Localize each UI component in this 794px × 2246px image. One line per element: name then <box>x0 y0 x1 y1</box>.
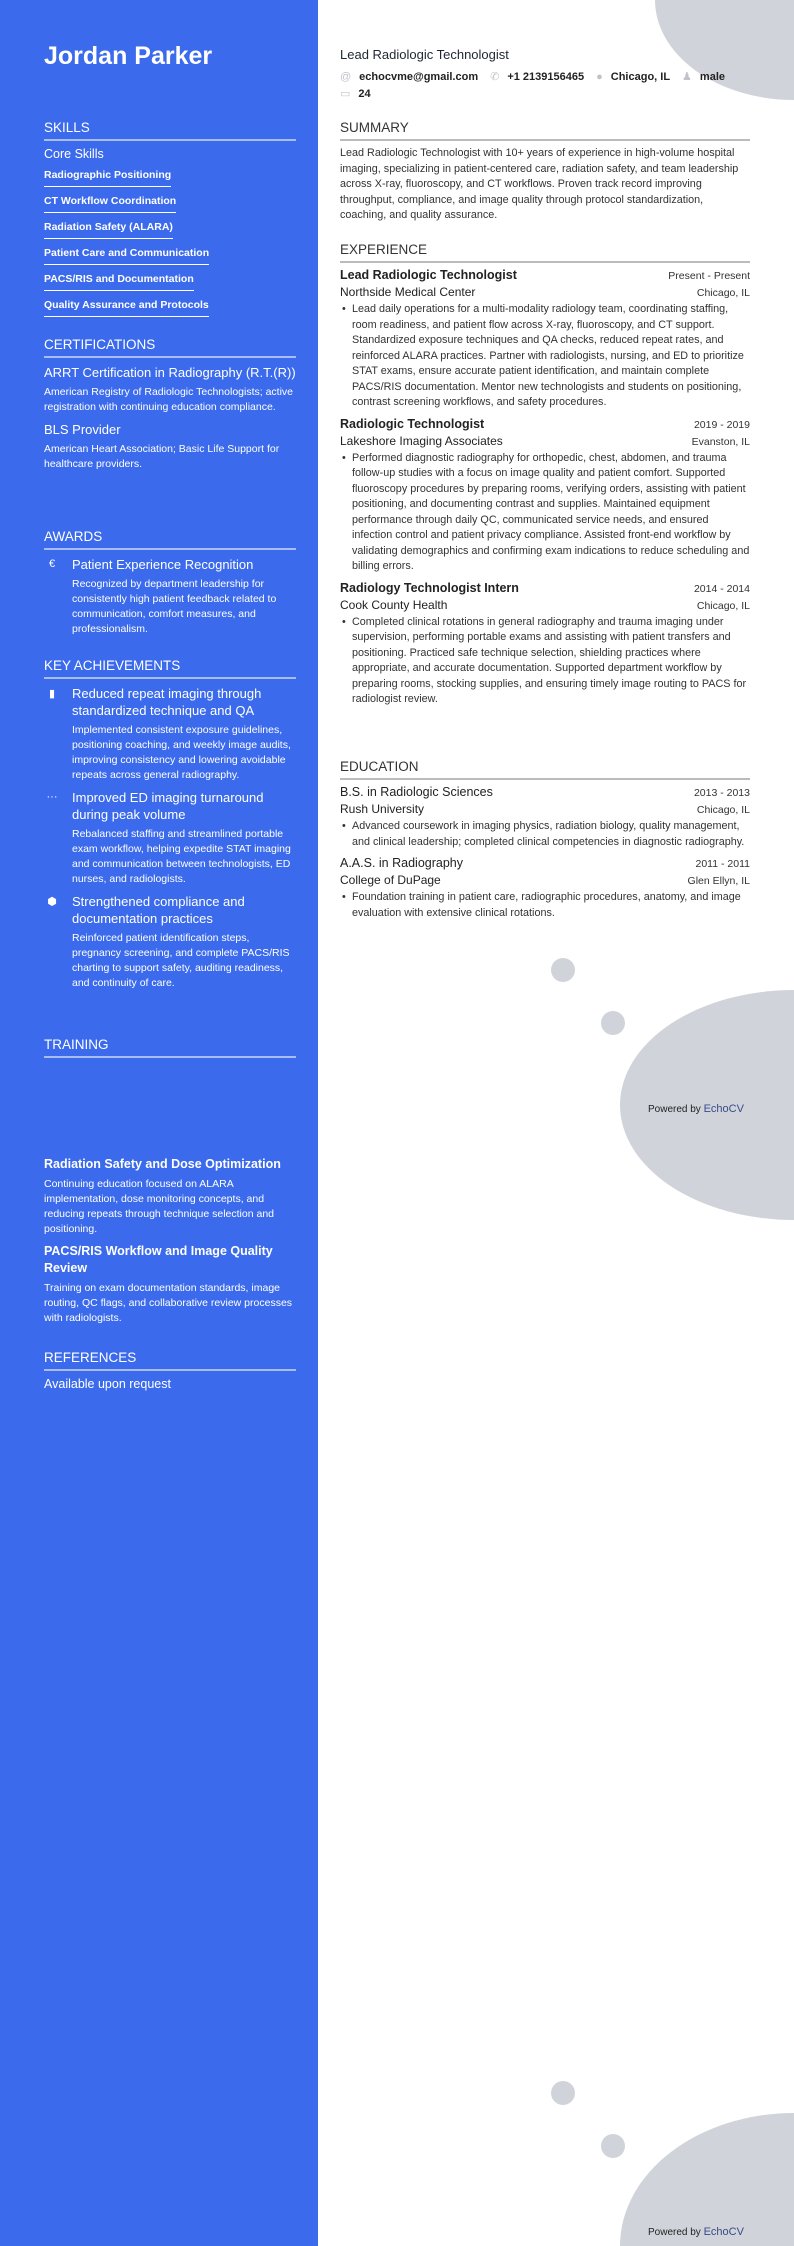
item-title: Patient Experience Recognition <box>72 557 254 572</box>
education-item <box>340 785 750 850</box>
job-dates: 2014 - 2014 <box>693 582 750 595</box>
powered-label: Powered by <box>648 1104 701 1115</box>
powered-by <box>648 2226 744 2238</box>
training-section <box>44 1037 296 1064</box>
edu-location: Glen Ellyn, IL <box>687 875 750 887</box>
school: Rush University <box>340 802 425 816</box>
decor-circle <box>551 958 575 982</box>
section-heading: TRAINING <box>44 1037 296 1058</box>
job-dates: 2019 - 2019 <box>693 418 750 431</box>
experience-item <box>340 581 750 708</box>
ellipsis-icon: ··· <box>46 791 58 803</box>
item-desc: Recognized by department leadership for consistently high patient feedback related to communication, comfort measures, and professionalism. <box>72 578 277 635</box>
achievements-section <box>44 658 296 991</box>
job-location: Evanston, IL <box>691 435 750 448</box>
job-location: Chicago, IL <box>696 287 750 299</box>
skill-item: Patient Care and Communication <box>44 245 209 265</box>
section-heading: AWARDS <box>44 529 296 550</box>
edu-description: • Foundation training in patient care, radiographic procedures, anatomy, and image evaluation with extensive clinical rotations. <box>340 890 750 921</box>
brand-link[interactable]: EchoCV <box>703 1103 744 1115</box>
training-items <box>44 1150 296 1330</box>
references-section <box>44 1350 296 1395</box>
education-section <box>340 759 750 927</box>
job-title: Radiologic Technologist <box>340 416 485 431</box>
experience-section <box>340 242 750 714</box>
candidate-name: Jordan Parker <box>44 42 213 70</box>
degree: B.S. in Radiologic Sciences <box>340 785 493 799</box>
summary-text: Lead Radiologic Technologist with 10+ years of experience in high-volume hospital imaging, specializing in patient-centered care, radiation safety, and team leadership across X-ray, fluoroscopy, and CT workflows. Proven track record improving throughput, compliance, and image quality through protocol standardization, coaching, and quality assurance. <box>340 147 739 221</box>
email[interactable]: echocvme@gmail.com <box>359 70 479 83</box>
skills-section <box>44 120 296 321</box>
user-icon: ♟ <box>682 71 692 83</box>
edu-dates: 2011 - 2011 <box>695 858 750 870</box>
company: Cook County Health <box>340 597 448 612</box>
award-icon: € <box>48 558 56 570</box>
training-title: Radiation Safety and Dose Optimization <box>44 1157 281 1171</box>
edu-location: Chicago, IL <box>696 804 750 816</box>
skill-item: PACS/RIS and Documentation <box>44 271 194 291</box>
sidebar <box>0 0 318 2246</box>
job-dates: Present - Present <box>668 270 750 282</box>
brand-link[interactable]: EchoCV <box>703 2226 744 2238</box>
section-heading: EDUCATION <box>340 759 750 780</box>
section-heading: SUMMARY <box>340 120 750 141</box>
awards-item <box>44 556 296 637</box>
job-title: Radiology Technologist Intern <box>340 580 519 595</box>
gender: male <box>699 70 725 83</box>
decor-circle <box>601 2134 625 2158</box>
company: Northside Medical Center <box>340 285 476 299</box>
location-icon: ● <box>596 70 603 83</box>
certification-desc: American Registry of Radiologic Technologists; active registration with continuing education compliance. <box>44 386 294 413</box>
edu-dates: 2013 - 2013 <box>693 787 750 799</box>
clipboard-icon: ▮ <box>48 688 56 700</box>
certifications-section <box>44 337 296 472</box>
experience-item <box>340 268 750 411</box>
achievements-item <box>44 685 296 783</box>
training-desc: Training on exam documentation standards, image routing, QC flags, and collaborative review processes with radiologists. <box>44 1282 293 1324</box>
section-heading: EXPERIENCE <box>340 242 750 263</box>
skill-item: Radiation Safety (ALARA) <box>44 219 173 239</box>
job-description: • Lead daily operations for a multi-modality radiology team, coordinating staffing, room readiness, and patient flow across X-ray, fluoroscopy, and CT support. Standardized exposure techniques and QA checks, reduced repeat rates, and reinforced ALARA practices. Partner with radiologists, nursing, and ED to prioritize STAT exams, ensure accurate patient identification, and maintain complete PACS/RIS documentation. Mentor new technologists and students on positioning, contrast screening workflows, and safety procedures. <box>340 302 750 411</box>
training-item <box>44 1156 296 1237</box>
training-desc: Continuing education focused on ALARA implementation, dose monitoring concepts, and reducing repeats through technique selection and positioning. <box>44 1178 274 1235</box>
section-heading: CERTIFICATIONS <box>44 337 296 358</box>
decor-circle <box>601 1011 625 1035</box>
item-desc: Implemented consistent exposure guidelines, positioning coaching, and weekly image audits, improving consistency and lowering avoidable repeats across general radiography. <box>72 724 291 781</box>
certification-item <box>44 364 296 415</box>
skill-item: CT Workflow Coordination <box>44 193 176 213</box>
item-title: Strengthened compliance and documentation practices <box>72 894 245 926</box>
school: College of DuPage <box>340 873 441 887</box>
references-text: Available upon request <box>44 1377 171 1391</box>
item-title: Reduced repeat imaging through standardized technique and QA <box>72 686 262 718</box>
company: Lakeshore Imaging Associates <box>340 433 503 448</box>
section-heading: REFERENCES <box>44 1350 296 1371</box>
achievements-item <box>44 893 296 991</box>
section-heading: KEY ACHIEVEMENTS <box>44 658 296 679</box>
job-location: Chicago, IL <box>696 599 750 612</box>
skill-item: Radiographic Positioning <box>44 167 171 187</box>
phone-icon: ✆ <box>490 71 500 83</box>
job-description: • Performed diagnostic radiography for orthopedic, chest, abdomen, and trauma follow-up studies with a focus on image quality and patient comfort. Supported fluoroscopy procedures by preparing rooms, verifying orders, assisting with patient positioning, and documenting contrast and supplies. Maintained equipment performance through daily QC, communicated service needs, and ensured infection control and patient privacy compliance. Assisted front-end workflow by validating demographics and confirming exam indications to reduce scheduling and billing errors. <box>340 451 750 575</box>
skill-item: Quality Assurance and Protocols <box>44 297 209 317</box>
education-item <box>340 856 750 921</box>
job-description: • Completed clinical rotations in general radiography and trauma imaging under supervision, performing portable exams and assisting with patient transfers and positioning. Practiced safe technique selection, shielding practices where appropriate, and accurate documentation. Supported department workflow by preparing rooms, stocking supplies, and ensuring timely image routing to PACS for radiologist review. <box>340 615 750 708</box>
calendar-icon: ▭ <box>340 88 351 100</box>
section-heading: SKILLS <box>44 120 296 141</box>
contact-info <box>340 70 730 100</box>
phone[interactable]: +1 2139156465 <box>507 70 585 83</box>
certification-title: BLS Provider <box>44 422 121 437</box>
skill-group: Core Skills <box>44 147 104 161</box>
powered-label: Powered by <box>648 2227 701 2238</box>
powered-by <box>648 1103 744 1115</box>
cube-icon: ⬢ <box>47 896 57 908</box>
awards-section <box>44 529 296 637</box>
certification-item <box>44 421 296 472</box>
item-desc: Reinforced patient identification steps, pregnancy screening, and complete PACS/RIS charting to support safety, auditing readiness, and continuity of care. <box>72 932 290 989</box>
training-item <box>44 1243 296 1326</box>
experience-item <box>340 417 750 575</box>
job-title: Lead Radiologic Technologist <box>340 268 517 282</box>
summary-section <box>340 120 750 224</box>
location: Chicago, IL <box>610 70 671 83</box>
job-role: Lead Radiologic Technologist <box>340 47 509 62</box>
at-icon: @ <box>340 70 352 83</box>
achievements-item <box>44 789 296 887</box>
item-desc: Rebalanced staffing and streamlined portable exam workflow, helping expedite STAT imaging and communication between technologists, ED nurses, and radiologists. <box>72 828 291 885</box>
decor-circle <box>551 2081 575 2105</box>
degree: A.A.S. in Radiography <box>340 856 463 870</box>
certification-desc: American Heart Association; Basic Life Support for healthcare providers. <box>44 443 280 470</box>
age: 24 <box>358 87 371 100</box>
edu-description: • Advanced coursework in imaging physics, radiation biology, quality management, and clinical leadership; completed clinical competencies in diagnostic radiography. <box>340 819 750 850</box>
item-title: Improved ED imaging turnaround during peak volume <box>72 790 264 822</box>
certification-title: ARRT Certification in Radiography (R.T.(R)) <box>44 365 296 380</box>
training-title: PACS/RIS Workflow and Image Quality Review <box>44 1244 273 1275</box>
